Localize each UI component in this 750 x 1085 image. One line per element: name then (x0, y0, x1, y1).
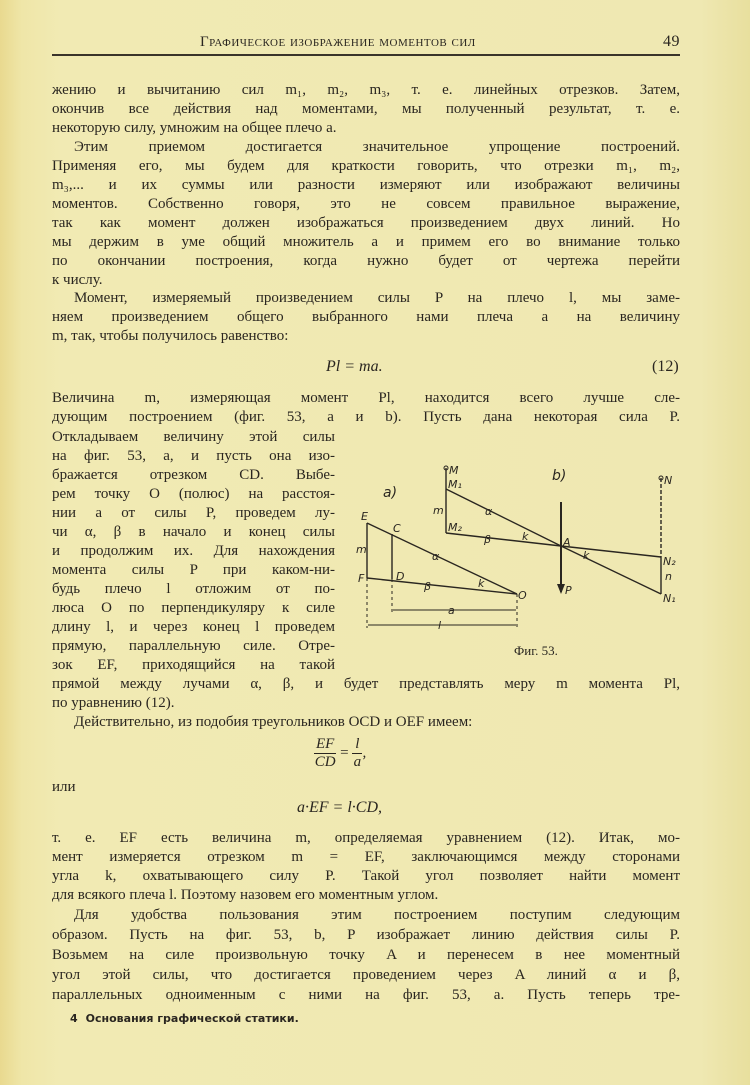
label-O: O (518, 589, 527, 602)
ray-A-N2 (561, 546, 661, 557)
text-line: Величина m, измеряющая момент Pl, находится всего лучше сле- (52, 390, 680, 406)
label-D: D (396, 570, 405, 583)
label-m-b: m (433, 504, 444, 517)
text-line: Этим приемом достигается значительное упрощение построений. (74, 139, 680, 155)
or-word: или (52, 779, 76, 795)
text-line: параллельных одноименным с ними на фиг. 53, a. Пусть теперь тре- (52, 987, 680, 1003)
text-line: Для удобства пользования этим построением поступим следующим (74, 907, 680, 923)
label-N: N (664, 474, 673, 487)
label-E: E (361, 510, 368, 523)
label-a-tag: a) (383, 485, 398, 501)
ray-beta (367, 578, 517, 594)
fraction-denominator-left: CD (314, 754, 336, 770)
text-line: по окончании построения, когда нужно будет от чертежа перейти (52, 253, 680, 269)
arrow-P-icon (557, 584, 565, 594)
label-dim-a: a (448, 604, 455, 617)
text-line: так как момент должен изображаться произведением двух линий. Но (52, 215, 680, 231)
text-line: т. е. EF есть величина m, определяемая уравнением (12). Итак, мо- (52, 830, 680, 846)
label-beta-a: β (424, 580, 432, 593)
label-m-a: m (356, 543, 367, 556)
text-line: угла k, охватывающего силу P. Такой угол позволяет найти момент (52, 868, 680, 884)
text-line: Действительно, из подобия треугольников OCD и OEF имеем: (74, 714, 473, 730)
text-line: няем произведением общего выбранного нами плеча a на величину (52, 309, 680, 325)
text-line: Применяя его, мы будем для краткости говорить, что отрезки m₁, m₂, (52, 158, 680, 174)
text-line: будь плечо l отложим от по- (52, 581, 335, 597)
text-line: к числу. (52, 272, 103, 288)
fraction-equals: = (340, 745, 349, 761)
label-b-tag: b) (552, 468, 567, 484)
fraction-denominator-right: a (353, 754, 362, 770)
label-A: A (563, 536, 571, 549)
text-line: и продолжим их. Для нахождения (52, 543, 335, 559)
text-line: мы держим в уме общий множитель a и примем его во внимание только (52, 234, 680, 250)
label-beta-b: β (484, 533, 492, 546)
text-line: прямую, параллельную силе. Отре- (52, 638, 335, 654)
ray-A-N1 (561, 546, 661, 594)
text-line: жению и вычитанию сил m₁, m₂, m₃, т. е. линейных отрезков. Затем, (52, 82, 680, 98)
text-line: зок EF, приходящийся на такой (52, 657, 335, 673)
label-M: M (449, 464, 459, 477)
fraction-numerator-left: EF (316, 736, 335, 752)
text-line: моментов. Собственно говоря, это не совсем правильное выражение, (52, 196, 680, 212)
ray-alpha (367, 523, 517, 594)
fraction-numerator-right: l (352, 736, 362, 754)
text-line: прямой между лучами α, β, и будет представлять меру m момента Pl, (52, 676, 680, 692)
label-n: n (665, 570, 672, 583)
text-line: m, так, чтобы получилось равенство: (52, 328, 289, 344)
text-line: нии a от силы P, проведем лу- (52, 505, 335, 521)
fraction-comma: , (362, 745, 367, 761)
ray-M2-A (446, 533, 561, 546)
label-N2: N₂ (663, 555, 676, 568)
text-line: окончив все действия над моментами, мы полученный результат, т. е. (52, 101, 680, 117)
text-line: Возьмем на силе произвольную точку A и перенесем в нее моментный (52, 947, 680, 963)
text-line: образом. Пусть на фиг. 53, b, P изображает линию действия силы P. (52, 927, 680, 943)
text-line: мент измеряется отрезком m = EF, заключающимся между сторонами (52, 849, 680, 865)
signature-number: 4 (70, 1012, 78, 1025)
label-alpha-a: α (432, 550, 440, 563)
text-line: бражается отрезком CD. Выбе- (52, 467, 335, 483)
footer-text: Основания графической статики. (85, 1012, 299, 1025)
text-line: длину l, и через конец l проведем (52, 619, 335, 635)
label-alpha-b: α (485, 505, 493, 518)
label-M1: M₁ (448, 478, 462, 491)
text-line: для всякого плеча l. Поэтому назовем его моментным углом. (52, 887, 439, 903)
label-M2: M₂ (448, 521, 462, 534)
text-line: Момент, измеряемый произведением силы P на плечо l, мы заме- (74, 290, 680, 306)
text-line: Откладываем величину этой силы (52, 429, 335, 445)
text-line: момента силы P при каком-ни- (52, 562, 335, 578)
page-number: 49 (663, 33, 680, 50)
text-line: дующим построением (фиг. 53, a и b). Пусть дана некоторая сила P. (52, 409, 680, 425)
label-C: C (393, 522, 401, 535)
figure-caption: Фиг. 53. (514, 643, 558, 658)
text-line: угол этой силы, что достигается проведением через A линий α и β, (52, 967, 680, 983)
label-N1: N₁ (663, 592, 676, 605)
text-line: чи α, β в начало и конец силы (52, 524, 335, 540)
label-F: F (358, 572, 365, 585)
label-P: P (565, 584, 572, 597)
text-line: люса O по перпендикуляру к силе (52, 600, 335, 616)
text-line: на фиг. 53, a, и пусть она изо- (52, 448, 335, 464)
running-title: Графическое изображение моментов сил (200, 34, 476, 50)
footer-signature (70, 1012, 299, 1026)
ray-M1-A (446, 489, 561, 546)
equation-number: (12) (652, 358, 679, 375)
text-line: некоторую силу, умножим на общее плечо a. (52, 120, 337, 136)
equation-12: Pl = ma. (326, 358, 383, 375)
label-k-b1: k (522, 530, 529, 543)
label-k-b2: k (583, 549, 590, 562)
label-dim-l: l (438, 619, 442, 632)
equation-2: a·EF = l·CD, (297, 799, 383, 816)
text-line: рем точку O (полюс) на расстоя- (52, 486, 335, 502)
text-line: по уравнению (12). (52, 695, 175, 711)
label-k-a: k (478, 577, 485, 590)
text-line: m₃,... и их суммы или разности измеряют или изображают величины (52, 177, 680, 193)
